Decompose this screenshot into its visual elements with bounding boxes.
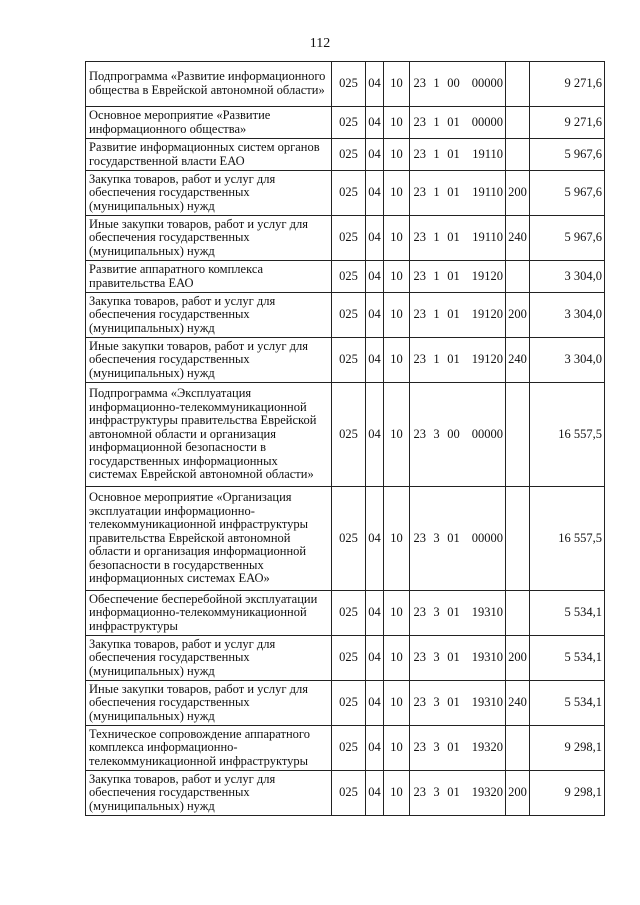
target-article-subprogram: 1 [430,139,444,171]
subsection-code: 10 [384,62,410,107]
page-number: 112 [309,36,331,51]
grbs-code: 025 [332,139,366,171]
subsection-code: 10 [384,139,410,171]
target-article-program: 23 [410,338,430,383]
expense-type-code [506,383,530,487]
amount: 5 967,6 [530,171,605,216]
amount: 5 534,1 [530,636,605,681]
target-article-program: 23 [410,261,430,293]
table-row [86,726,605,771]
row-name: Развитие аппаратного комплекса правительства ЕАО [86,261,332,293]
table-row [86,338,605,383]
target-article-program: 23 [410,139,430,171]
target-article-subprogram: 3 [430,681,444,726]
subsection-code: 10 [384,771,410,816]
row-name: Иные закупки товаров, работ и услуг для обеспечения государственных (муниципальных) нужд [86,338,332,383]
expense-type-code [506,591,530,636]
target-article-program: 23 [410,216,430,261]
amount: 5 534,1 [530,591,605,636]
target-article-direction: 19310 [464,636,506,681]
table-row [86,261,605,293]
subsection-code: 10 [384,487,410,591]
section-code: 04 [366,681,384,726]
table-row [86,62,605,107]
target-article-program: 23 [410,383,430,487]
grbs-code: 025 [332,293,366,338]
target-article-program: 23 [410,293,430,338]
expense-type-code: 200 [506,293,530,338]
section-code: 04 [366,293,384,338]
row-name: Подпрограмма «Эксплуатация информационно-телекоммуникационной инфраструктуры правительства Еврейской автономной области и организация информационной безопасности в государственных информационных системах Еврейской автономной области» [86,383,332,487]
target-article-subprogram: 1 [430,171,444,216]
budget-table [85,61,605,816]
section-code: 04 [366,726,384,771]
target-article-subprogram: 1 [430,62,444,107]
table-row [86,107,605,139]
subsection-code: 10 [384,261,410,293]
grbs-code: 025 [332,771,366,816]
target-article-direction: 00000 [464,383,506,487]
subsection-code: 10 [384,293,410,338]
row-name: Закупка товаров, работ и услуг для обеспечения государственных (муниципальных) нужд [86,171,332,216]
target-article-program: 23 [410,681,430,726]
row-name: Основное мероприятие «Организация эксплуатации информационно-телекоммуникационной инфраструктуры правительства Еврейской автономной области и организация информационной безопасности в государственных информационных системах ЕАО» [86,487,332,591]
target-article-direction: 19310 [464,681,506,726]
expense-type-code [506,487,530,591]
target-article-direction: 00000 [464,487,506,591]
target-article-event: 01 [444,681,464,726]
expense-type-code [506,726,530,771]
section-code: 04 [366,383,384,487]
table-row [86,139,605,171]
row-name: Закупка товаров, работ и услуг для обеспечения государственных (муниципальных) нужд [86,636,332,681]
target-article-event: 01 [444,139,464,171]
section-code: 04 [366,216,384,261]
expense-type-code: 240 [506,216,530,261]
section-code: 04 [366,107,384,139]
target-article-program: 23 [410,107,430,139]
target-article-program: 23 [410,487,430,591]
table-row [86,383,605,487]
target-article-subprogram: 1 [430,261,444,293]
section-code: 04 [366,636,384,681]
subsection-code: 10 [384,171,410,216]
grbs-code: 025 [332,383,366,487]
expense-type-code: 240 [506,338,530,383]
table-row [86,216,605,261]
target-article-subprogram: 3 [430,636,444,681]
row-name: Обеспечение бесперебойной эксплуатации информационно-телекоммуникационной инфраструктуры [86,591,332,636]
subsection-code: 10 [384,383,410,487]
section-code: 04 [366,261,384,293]
subsection-code: 10 [384,338,410,383]
expense-type-code [506,261,530,293]
grbs-code: 025 [332,261,366,293]
grbs-code: 025 [332,107,366,139]
target-article-subprogram: 1 [430,293,444,338]
row-name: Закупка товаров, работ и услуг для обеспечения государственных (муниципальных) нужд [86,771,332,816]
amount: 9 298,1 [530,726,605,771]
subsection-code: 10 [384,591,410,636]
table-row [86,591,605,636]
grbs-code: 025 [332,216,366,261]
target-article-program: 23 [410,171,430,216]
amount: 9 298,1 [530,771,605,816]
target-article-event: 01 [444,107,464,139]
subsection-code: 10 [384,216,410,261]
target-article-direction: 19120 [464,261,506,293]
table-row [86,487,605,591]
row-name: Иные закупки товаров, работ и услуг для обеспечения государственных (муниципальных) нужд [86,216,332,261]
amount: 3 304,0 [530,338,605,383]
target-article-direction: 19120 [464,338,506,383]
target-article-event: 01 [444,636,464,681]
grbs-code: 025 [332,591,366,636]
subsection-code: 10 [384,636,410,681]
target-article-program: 23 [410,62,430,107]
section-code: 04 [366,338,384,383]
grbs-code: 025 [332,171,366,216]
target-article-event: 01 [444,293,464,338]
target-article-program: 23 [410,591,430,636]
row-name: Основное мероприятие «Развитие информационного общества» [86,107,332,139]
expense-type-code: 200 [506,171,530,216]
amount: 5 967,6 [530,216,605,261]
subsection-code: 10 [384,726,410,771]
target-article-program: 23 [410,636,430,681]
target-article-direction: 19110 [464,139,506,171]
section-code: 04 [366,62,384,107]
amount: 5 967,6 [530,139,605,171]
grbs-code: 025 [332,681,366,726]
target-article-subprogram: 3 [430,591,444,636]
expense-type-code [506,107,530,139]
section-code: 04 [366,171,384,216]
target-article-subprogram: 3 [430,726,444,771]
expense-type-code [506,62,530,107]
amount: 9 271,6 [530,107,605,139]
section-code: 04 [366,139,384,171]
target-article-event: 01 [444,216,464,261]
target-article-direction: 00000 [464,62,506,107]
grbs-code: 025 [332,726,366,771]
target-article-direction: 19320 [464,726,506,771]
target-article-subprogram: 1 [430,107,444,139]
expense-type-code [506,139,530,171]
amount: 3 304,0 [530,293,605,338]
target-article-event: 01 [444,726,464,771]
row-name: Подпрограмма «Развитие информационного общества в Еврейской автономной области» [86,62,332,107]
target-article-subprogram: 3 [430,383,444,487]
row-name: Закупка товаров, работ и услуг для обеспечения государственных (муниципальных) нужд [86,293,332,338]
grbs-code: 025 [332,636,366,681]
table-row [86,681,605,726]
target-article-event: 00 [444,62,464,107]
grbs-code: 025 [332,487,366,591]
table-row [86,636,605,681]
budget-table-body [86,62,605,816]
table-row [86,293,605,338]
target-article-subprogram: 1 [430,338,444,383]
target-article-direction: 19110 [464,216,506,261]
target-article-direction: 19110 [464,171,506,216]
target-article-direction: 00000 [464,107,506,139]
target-article-direction: 19310 [464,591,506,636]
section-code: 04 [366,487,384,591]
row-name: Техническое сопровождение аппаратного комплекса информационно-телекоммуникационной инфраструктуры [86,726,332,771]
section-code: 04 [366,591,384,636]
subsection-code: 10 [384,107,410,139]
target-article-subprogram: 3 [430,487,444,591]
amount: 16 557,5 [530,383,605,487]
target-article-program: 23 [410,726,430,771]
target-article-event: 01 [444,171,464,216]
amount: 16 557,5 [530,487,605,591]
subsection-code: 10 [384,681,410,726]
target-article-direction: 19120 [464,293,506,338]
table-row [86,771,605,816]
target-article-event: 01 [444,487,464,591]
row-name: Иные закупки товаров, работ и услуг для обеспечения государственных (муниципальных) нужд [86,681,332,726]
target-article-event: 01 [444,261,464,293]
expense-type-code: 200 [506,636,530,681]
amount: 5 534,1 [530,681,605,726]
grbs-code: 025 [332,338,366,383]
target-article-subprogram: 3 [430,771,444,816]
target-article-direction: 19320 [464,771,506,816]
expense-type-code: 240 [506,681,530,726]
target-article-event: 01 [444,338,464,383]
amount: 9 271,6 [530,62,605,107]
target-article-event: 00 [444,383,464,487]
table-row [86,171,605,216]
amount: 3 304,0 [530,261,605,293]
grbs-code: 025 [332,62,366,107]
target-article-program: 23 [410,771,430,816]
target-article-event: 01 [444,591,464,636]
section-code: 04 [366,771,384,816]
target-article-event: 01 [444,771,464,816]
row-name: Развитие информационных систем органов государственной власти ЕАО [86,139,332,171]
target-article-subprogram: 1 [430,216,444,261]
expense-type-code: 200 [506,771,530,816]
